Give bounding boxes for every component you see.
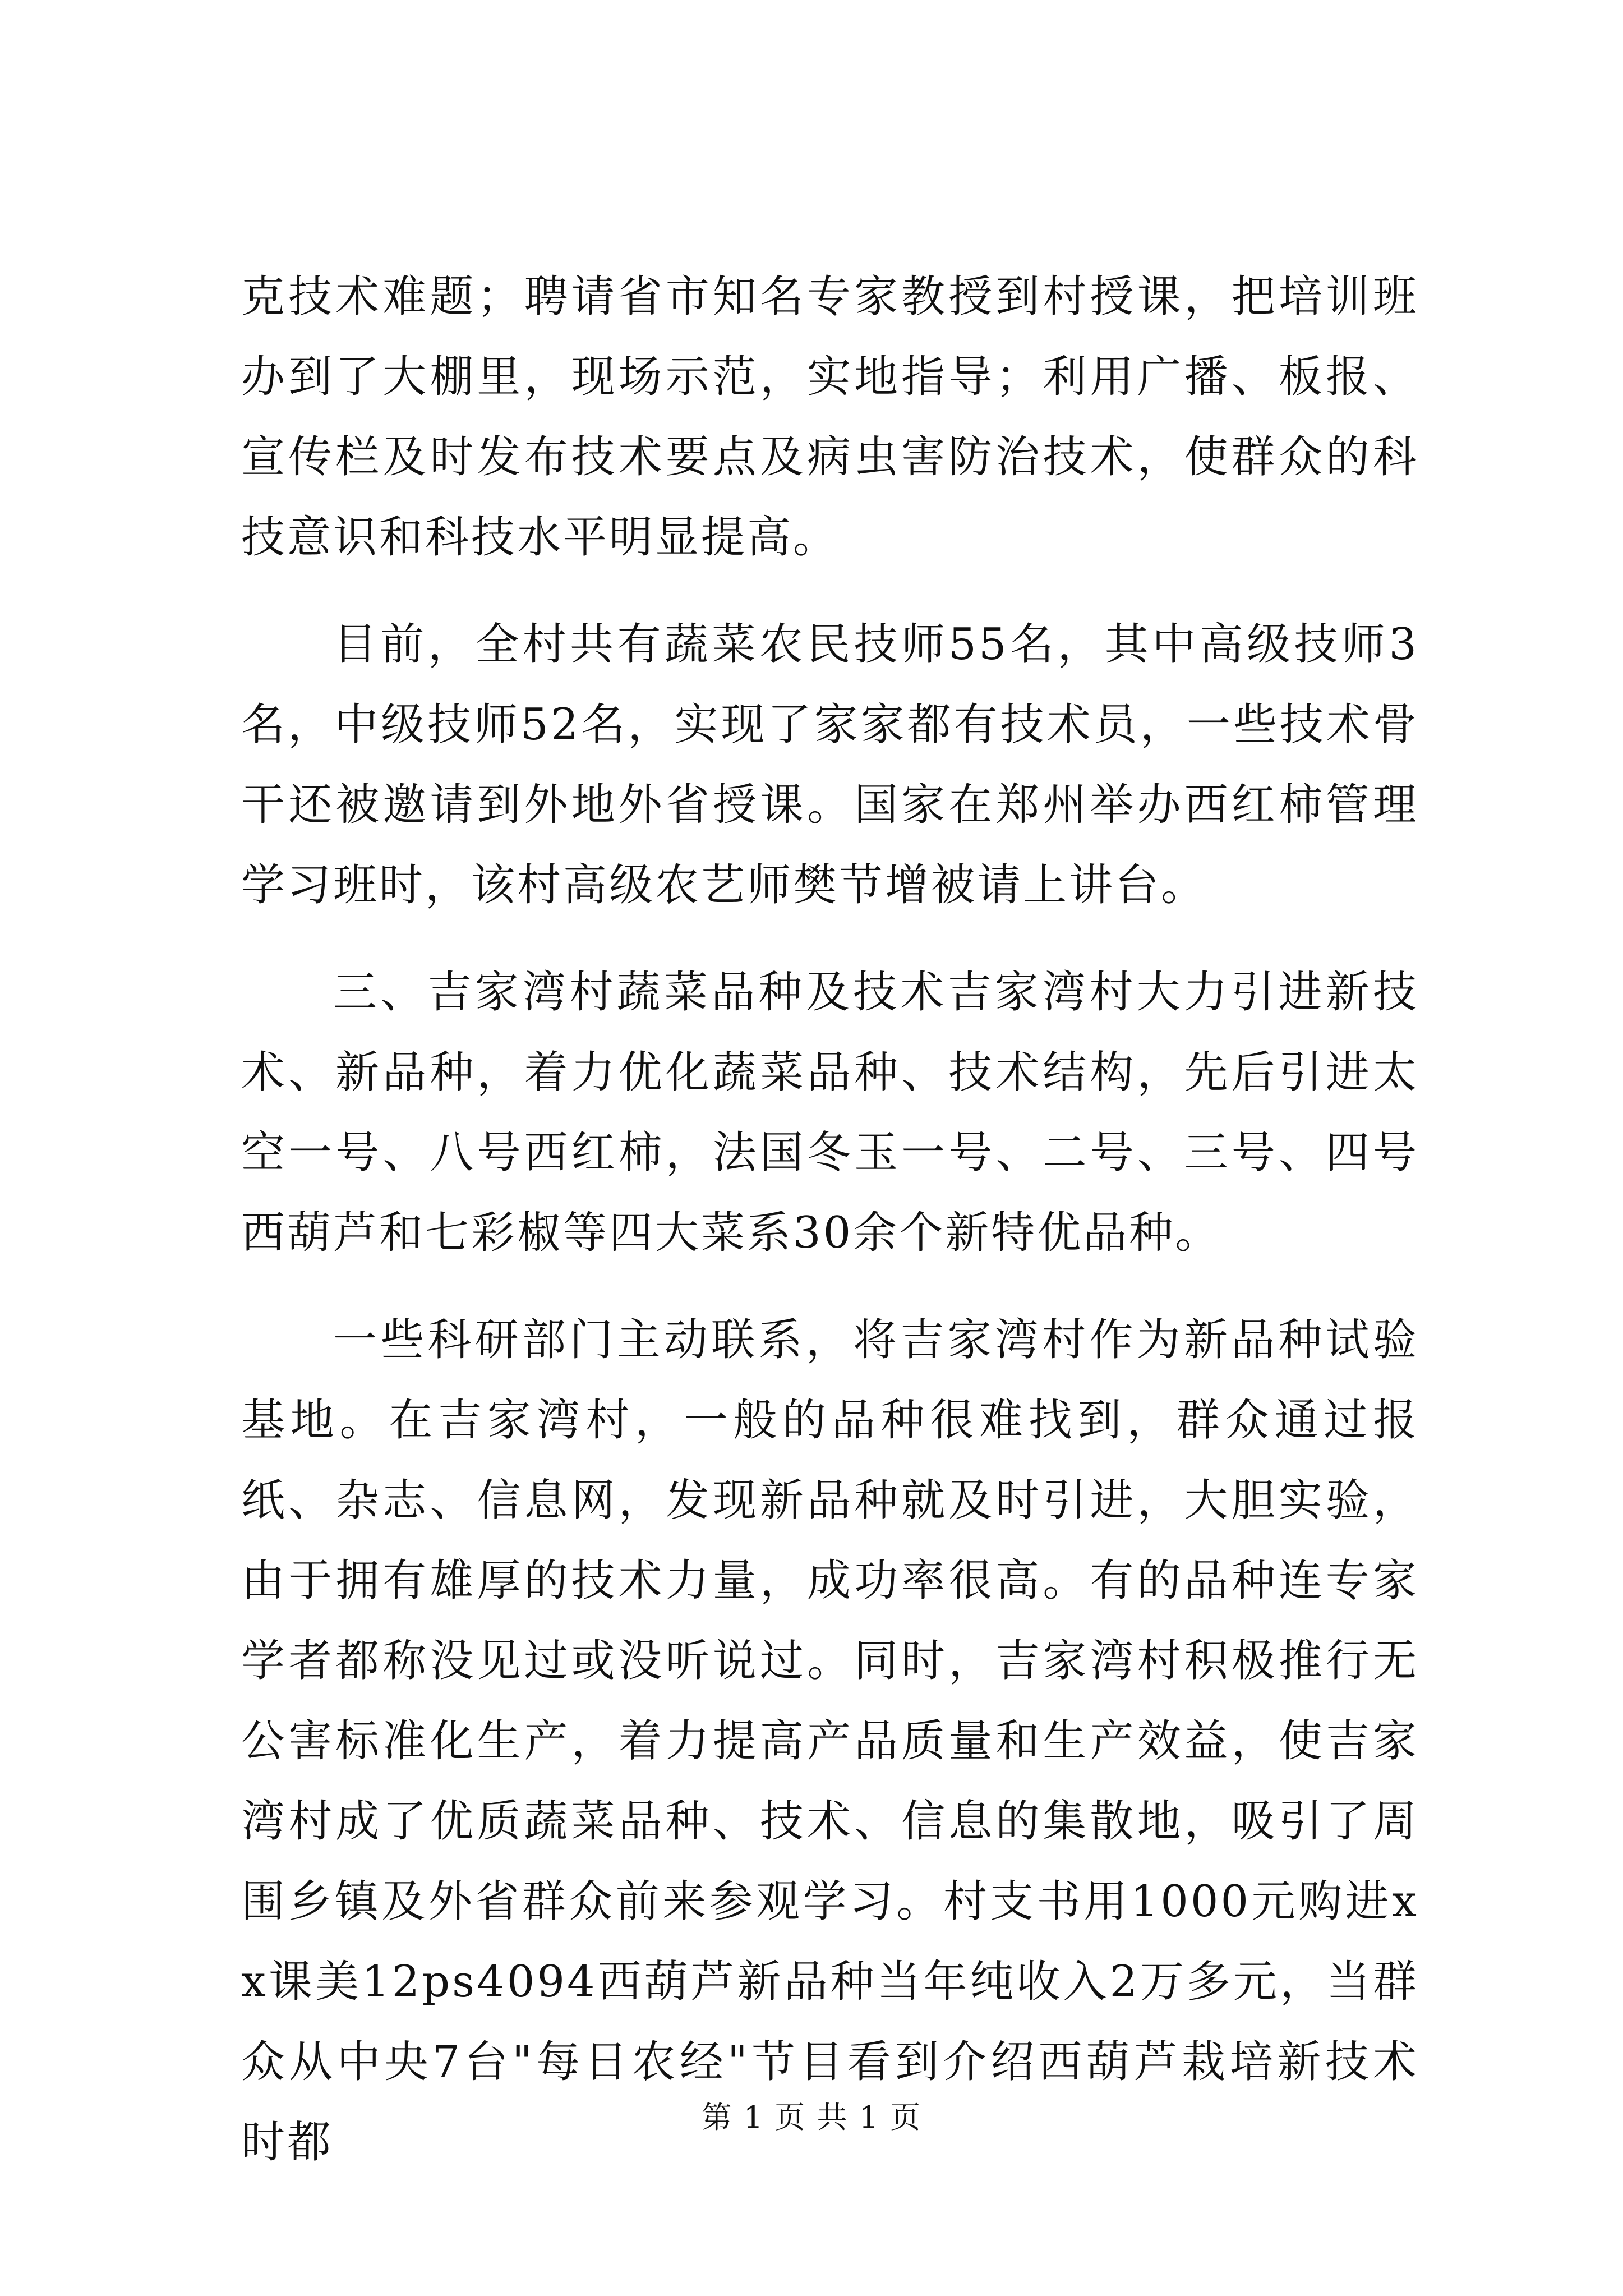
- paragraph-varieties: 三、吉家湾村蔬菜品种及技术吉家湾村大力引进新技术、新品种，着力优化蔬菜品种、技术结构，先后引进太空一号、八号西红柿，法国冬玉一号、二号、三号、四号西葫芦和七彩椒等四大菜系30余个新特优品种。: [241, 967, 1419, 1258]
- paragraph-continuation: 克技术难题；聘请省市知名专家教授到村授课，把培训班办到了大棚里，现场示范，实地指导；利用广播、板报、宣传栏及时发布技术要点及病虫害防治技术，使群众的科技意识和科技水平明显提高。: [241, 272, 1419, 563]
- paragraph-technicians: 目前，全村共有蔬菜农民技师55名，其中高级技师3名，中级技师52名，实现了家家都有技术员，一些技术骨干还被邀请到外地外省授课。国家在郑州举办西红柿管理学习班时，该村高级农艺师樊节增被请上讲台。: [241, 619, 1419, 910]
- paragraph-research-base: 一些科研部门主动联系，将吉家湾村作为新品种试验基地。在吉家湾村，一般的品种很难找到，群众通过报纸、杂志、信息网，发现新品种就及时引进，大胆实验，由于拥有雄厚的技术力量，成功率很高。有的品种连专家学者都称没见过或没听说过。同时，吉家湾村积极推行无公害标准化生产，着力提高产品质量和生产效益，使吉家湾村成了优质蔬菜品种、技术、信息的集散地，吸引了周围乡镇及外省群众前来参观学习。村支书用1000元购进xx课美12ps4094西葫芦新品种当年纯收入2万多元，当群众从中央7台"每日农经"节目看到介绍西葫芦栽培新技术时都: [241, 1315, 1419, 2168]
- page-footer: 第 1 页 共 1 页: [701, 2100, 922, 2135]
- document-body: [241, 257, 1419, 2183]
